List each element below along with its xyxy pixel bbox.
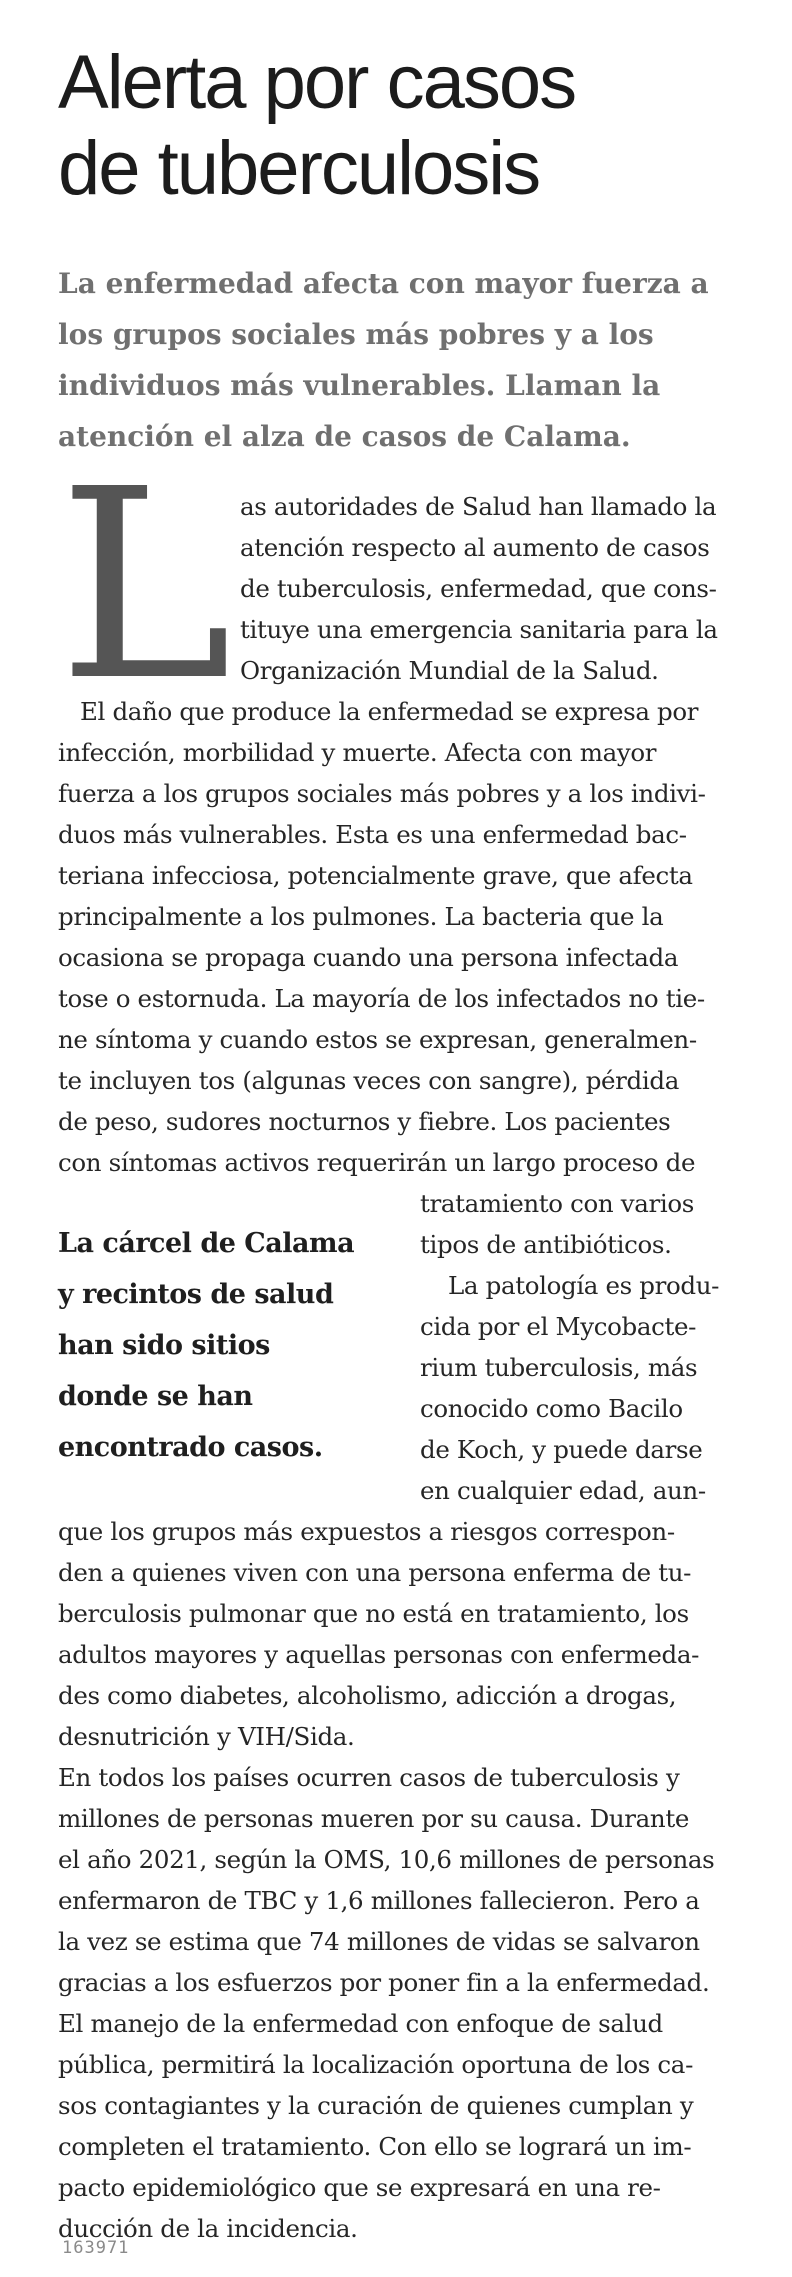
side-line: tratamiento con varios bbox=[420, 1189, 695, 1218]
intro-line: as autoridades de Salud han llamado la bbox=[240, 492, 717, 521]
body-line: el año 2021, según la OMS, 10,6 millones de personas bbox=[58, 1845, 715, 1874]
body-line: desnutrición y VIH/Sida. bbox=[58, 1722, 355, 1751]
side-line: de Koch, y puede darse bbox=[420, 1435, 703, 1464]
body-line: pública, permitirá la localización oportuna de los ca- bbox=[58, 2050, 693, 2079]
body-line: que los grupos más expuestos a riesgos correspon- bbox=[58, 1517, 675, 1546]
body-line: millones de personas mueren por su causa. Durante bbox=[58, 1804, 689, 1833]
pull-quote bbox=[58, 1218, 388, 1473]
body-line: adultos mayores y aquellas personas con enfermeda- bbox=[58, 1640, 700, 1669]
body-line: El daño que produce la enfermedad se expresa por bbox=[80, 697, 699, 726]
clipping-id: 163971 bbox=[62, 2238, 130, 2258]
body-line: des como diabetes, alcoholismo, adicción a drogas, bbox=[58, 1681, 677, 1710]
body-line: la vez se estima que 74 millones de vidas se salvaron bbox=[58, 1927, 700, 1956]
pull-quote-line: La cárcel de Calama bbox=[58, 1228, 355, 1259]
lead-line: individuos más vulnerables. Llaman la bbox=[58, 369, 661, 402]
side-line: tipos de antibióticos. bbox=[420, 1230, 672, 1259]
body-line: te incluyen tos (algunas veces con sangre), pérdida bbox=[58, 1066, 679, 1095]
drop-cap: L bbox=[58, 433, 232, 738]
side-line: en cualquier edad, aun- bbox=[420, 1476, 706, 1505]
lead-paragraph bbox=[58, 258, 748, 462]
body-line: de peso, sudores nocturnos y fiebre. Los pacientes bbox=[58, 1107, 671, 1136]
intro-line: de tuberculosis, enfermedad, que cons- bbox=[240, 574, 717, 603]
side-line: rium tuberculosis, más bbox=[420, 1353, 698, 1382]
lead-line: La enfermedad afecta con mayor fuerza a bbox=[58, 267, 709, 300]
body-line: ne síntoma y cuando estos se expresan, generalmen- bbox=[58, 1025, 697, 1054]
body-line: gracias a los esfuerzos por poner fin a la enfermedad. bbox=[58, 1968, 710, 1997]
pull-quote-line: encontrado casos. bbox=[58, 1432, 323, 1463]
body-line: berculosis pulmonar que no está en tratamiento, los bbox=[58, 1599, 689, 1628]
side-line: conocido como Bacilo bbox=[420, 1394, 683, 1423]
body-line: duos más vulnerables. Esta es una enfermedad bac- bbox=[58, 820, 687, 849]
body-line: El manejo de la enfermedad con enfoque de salud bbox=[58, 2009, 663, 2038]
pull-quote-line: donde se han bbox=[58, 1381, 253, 1412]
body-line: infección, morbilidad y muerte. Afecta con mayor bbox=[58, 738, 657, 767]
lead-line: los grupos sociales más pobres y a los bbox=[58, 318, 654, 351]
body-line: enfermaron de TBC y 1,6 millones fallecieron. Pero a bbox=[58, 1886, 700, 1915]
body-line: pacto epidemiológico que se expresará en una re- bbox=[58, 2173, 661, 2202]
body-line: completen el tratamiento. Con ello se logrará un im- bbox=[58, 2132, 692, 2161]
body-line: con síntomas activos requerirán un largo proceso de bbox=[58, 1148, 696, 1177]
intro-line: Organización Mundial de la Salud. bbox=[240, 656, 659, 685]
side-line: cida por el Mycobacte- bbox=[420, 1312, 697, 1341]
body-line: tose o estornuda. La mayoría de los infectados no tie- bbox=[58, 984, 705, 1013]
body-line: teriana infecciosa, potencialmente grave, que afecta bbox=[58, 861, 693, 890]
body-line: sos contagiantes y la curación de quienes cumplan y bbox=[58, 2091, 694, 2120]
headline-line: de tuberculosis bbox=[58, 126, 540, 211]
intro-line: tituye una emergencia sanitaria para la bbox=[240, 615, 718, 644]
body-line: ducción de la incidencia. bbox=[58, 2214, 358, 2243]
intro-line: atención respecto al aumento de casos bbox=[240, 533, 710, 562]
body-line: fuerza a los grupos sociales más pobres y a los indivi- bbox=[58, 779, 706, 808]
body-line: En todos los países ocurren casos de tuberculosis y bbox=[58, 1763, 680, 1792]
body-line: den a quienes viven con una persona enferma de tu- bbox=[58, 1558, 692, 1587]
headline-line: Alerta por casos bbox=[58, 40, 576, 125]
side-line: La patología es produ- bbox=[448, 1271, 720, 1300]
lead-line: atención el alza de casos de Calama. bbox=[58, 420, 631, 453]
body-line: principalmente a los pulmones. La bacteria que la bbox=[58, 902, 664, 931]
pull-quote-line: han sido sitios bbox=[58, 1330, 270, 1361]
pull-quote-line: y recintos de salud bbox=[58, 1279, 334, 1310]
body-line: ocasiona se propaga cuando una persona infectada bbox=[58, 943, 679, 972]
headline bbox=[58, 40, 738, 212]
